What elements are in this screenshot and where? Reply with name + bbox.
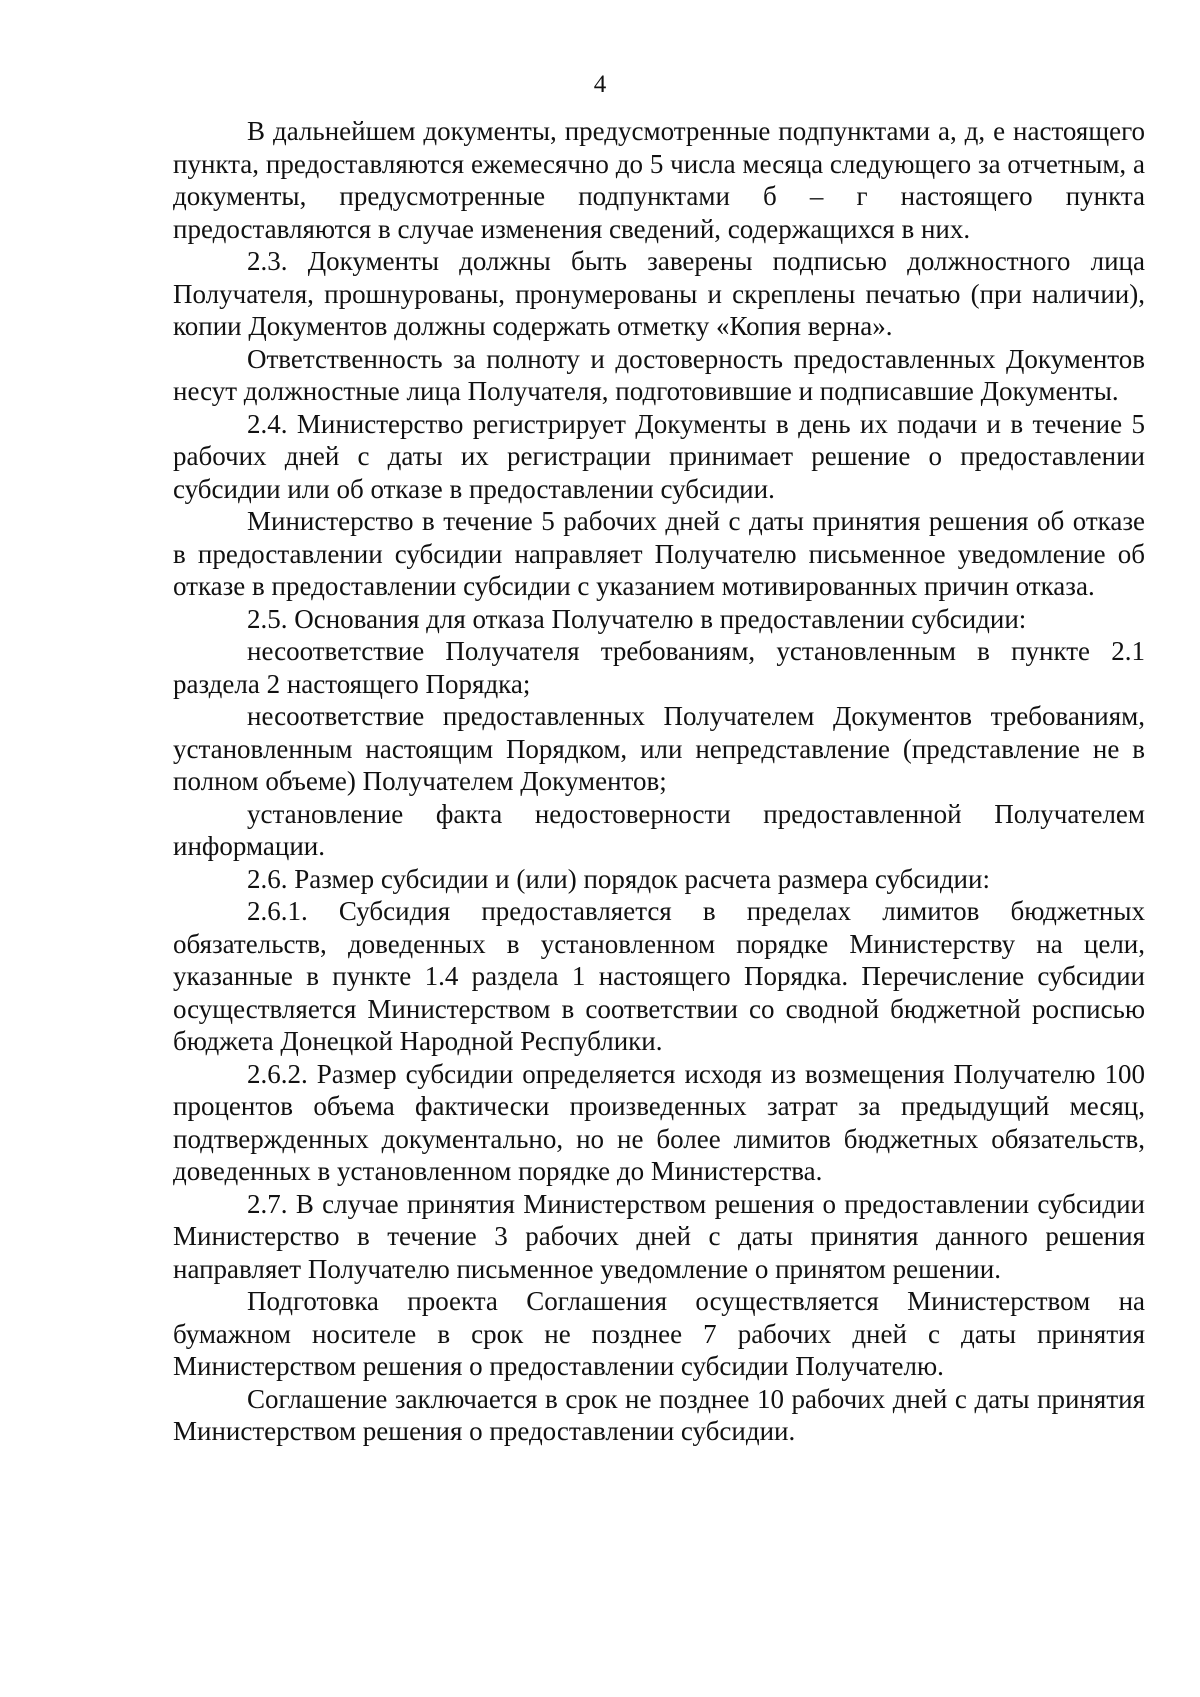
paragraph-2-7: 2.7. В случае принятия Министерством решения о предоставлении субсидии Министерство в течение 3 рабочих дней с даты принятия данного решения направляет Получателю письменное уведомление о принятом решении. — [173, 1188, 1145, 1284]
paragraph-2-4: 2.4. Министерство регистрирует Документы в день их подачи и в течение 5 рабочих дней с даты их регистрации принимает решение о предоставлении субсидии или об отказе в предоставлении субсидии. — [173, 408, 1145, 504]
paragraph-2-6-2: 2.6.2. Размер субсидии определяется исходя из возмещения Получателю 100 процентов объема фактически произведенных затрат за предыдущий месяц, подтвержденных документально, но не более лимитов бюджетных обязательств, доведенных в установленном порядке до Министерства. — [173, 1058, 1145, 1186]
paragraph-agreement-preparation: Подготовка проекта Соглашения осуществляется Министерством на бумажном носителе в срок не позднее 7 рабочих дней с даты принятия Министерством решения о предоставлении субсидии Получателю. — [173, 1286, 1145, 1381]
paragraph-2-3: 2.3. Документы должны быть заверены подписью должностного лица Получателя, прошнурованы, пронумерованы и скреплены печатью (при наличии), копии Документов должны содержать отметку «Копия верна». — [173, 246, 1145, 341]
paragraph-2-6-1: 2.6.1. Субсидия предоставляется в пределах лимитов бюджетных обязательств, доведенных в установленном порядке Министерству на цели, указанные в пункте 1.4 раздела 1 настоящего Порядка. Перечисление субсидии осуществляется Министерством в соответствии со сводной бюджетной росписью бюджета Донецкой Народной Республики. — [173, 896, 1145, 1056]
paragraph-refusal-notice: Министерство в течение 5 рабочих дней с даты принятия решения об отказе в предоставлении субсидии направляет Получателю письменное уведомление об отказе в предоставлении субсидии с указанием мотивированных причин отказа. — [173, 506, 1145, 601]
paragraph-agreement-conclusion: Соглашение заключается в срок не позднее 10 рабочих дней с даты принятия Министерством решения о предоставлении субсидии. — [173, 1383, 1145, 1446]
paragraph-2-5: 2.5. Основания для отказа Получателю в предоставлении субсидии: — [247, 603, 1027, 634]
paragraph-ground-1: несоответствие Получателя требованиям, установленным в пункте 2.1 раздела 2 настоящего Порядка; — [173, 636, 1145, 699]
page-number: 4 — [593, 71, 607, 98]
paragraph-responsibility: Ответственность за полноту и достоверность предоставленных Документов несут должностные лица Получателя, подготовившие и подписавшие Документы. — [173, 343, 1145, 406]
paragraph-further-documents: В дальнейшем документы, предусмотренные подпунктами а, д, е настоящего пункта, предоставляются ежемесячно до 5 числа месяца следующего за отчетным, а документы, предусмотренные подпунктами б – г настоящего пункта предоставляются в случае изменения сведений, содержащихся в них. — [173, 116, 1145, 244]
paragraph-ground-2: несоответствие предоставленных Получателем Документов требованиям, установленным настоящим Порядком, или непредставление (представление не в полном объеме) Получателем Документов; — [173, 701, 1145, 796]
paragraph-2-6: 2.6. Размер субсидии и (или) порядок расчета размера субсидии: — [247, 863, 990, 894]
document-body — [173, 115, 1145, 1448]
paragraph-ground-3: установление факта недостоверности предоставленной Получателем информации. — [173, 798, 1145, 861]
